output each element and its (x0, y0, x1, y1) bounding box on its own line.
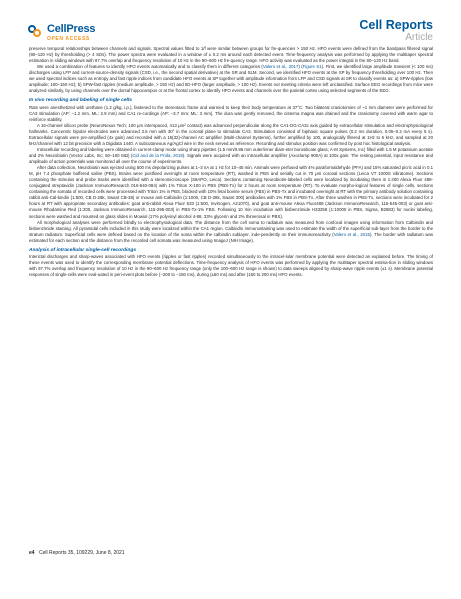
article-type: Article (405, 32, 433, 43)
paragraph-spectral: preserve temporal relationships between channels and signals. Spectral values fitted to 1/f were similar between groups for fre-quencies > 150 Hz. HFO events were defined from the bandpass filtered signal (80–120 Hz) by thresholding (> 4 SDs). The power spectra were evaluated in a window of ± 0.2 ms around each detected event. Time-frequency analysis was performed by applying the multitaper spectral estimation in sliding windows with 97.7% overlap and frequency resolution of 10 Hz in the 90–600 Hz fre-quency range. HFO activity was evaluated as the power integral in the 80–120 Hz band. (29, 46, 433, 64)
cellpress-logo-icon (28, 25, 45, 37)
section-heading-intracellular-analysis: Analysis of intracellular single-cell recordings (29, 247, 137, 253)
paragraph-intracellular-analysis: Interictal discharges and sharp-waves associated with HFO events (ripples or fast ripples) recorded simultaneously to the intracel-lular membrane potential were detected as explained before. The timing of these events was used to identify the corresponding membrane potential deflections. Time-frequency analysis of HFO events was performed by applying the multitaper spectral estima-tion in sliding windows with 97.7% overlap and frequency resolution of 10 Hz in the 90–600 Hz frequency range (only the 100–600 Hz range is shown) to data sweeps aligned by sharp-wave ripple events (±1 s). Membrane potential responses of single-cells were eval-uated in peri-event plots before (−200 to −150 ms), during (±50 ms) and after (150 to 200 ms) HFO events. (29, 254, 433, 278)
logo-name: CellPress (47, 23, 96, 35)
paragraph-histology: After data collection, Neurobiotin was ejected using 500 ms depolarizing pulses at 1–3 nA at 1 Hz for 10–45 min. Animals were perfused with 4% paraformaldehyde (PFA) and 15% saturated picric acid in 0.1 M, pH 7.4 phosphate buffered saline (PBS). Brains were postfixed overnight at room temperature (RT), washed in PBS and serially cut in 70 μm coronal sections (Leica VT 1000S vibratome). Sections containing the stimulus and probe tracks were identified with a stereomicroscope (S8APO, Leica). Sections containing Neurobiotin-labeled cells were localized by incubating them in 1:400 Alexa Fluor 488-conjugated streptavidin (Jackson ImmunoResearch 016-540-084) with 1% Triton X-100 in PBS (PBS-Tx) for 2 hours at room temperature (RT). To evaluate morpho-logical features of single cells, sections containing the somata of recorded cells were processed with Triton 1% in PBS, blocked with 10% fetal bovine serum (FBS) in PBS-Tx and incubated overnight at RT with the primary antibody solution containing rabbit anti-Cal-bindin (1:500, CB D-28k, Swant CB-38) or mouse anti-Calbindin (1:1000, CB D-28k, Swant 300) antibodies with 1% FBS in PBS-Tx. After three washes in PBS-Tx, sections were incubated for 2 hours at RT with appropriate secondary antibodies: goat anti-rabbit Alexa Fluor 633 (1:500, Invitrogen, A21070), and goat anti-mouse Alexa Fluor488 (Jackson ImmunoResearch, 115-545-003) or goat anti-mouse Rhodamine Red (1:200, Jackson ImmunoResearch, 115-295-003) in PBS-Tx-1% FBS. Following 10 min incubation with bisbenzimide H33258 (1:10000 in PBS, Sigma, B2883) for nuclei labeling, sections were washed and mounted on glass slides in Mowiol (17% polyvinyl alcohol 4-88, 33% glycerin and 2% thimerosal in PBS). (29, 165, 433, 219)
section-heading-in-vivo: In vivo recording and labeling of single cells (29, 98, 132, 104)
paragraph-probe: A 16-channel silicon probe (NeuroNexus Tech; 100 μm interspaced, 413 μm² contact) was advanced perpendicular along the CA1-DG-CA3c axis guided by extracellular stimulation and electrophysiological hallmarks. Concentric bipolar electrodes were advanced 3.5 mm with 30° in the coronal plane to stimulate CA3. Stimulation consisted of biphasic square pulses (0.2 ms duration, 0.05–0.2 mA every 5 s). Extracellular signals were pre-amplified (4x gain) and recorded with a 16(32)-channel AC amplifier (Multi-channel Systems), further amplified by 100, analogically filtered at 1Hz to 5 kHz, and sampled at 20 kHz/channel with 12 bit precision with a Digidata 1440. A subcutaneous Ag/AgCl wire in the neck served as reference. Recording and stimulus position was confirmed by post hoc histological analysis. (29, 122, 433, 146)
figure-link-s1[interactable]: Figure S1 (302, 64, 322, 70)
journal-citation: Cell Reports 35, 109229, June 8, 2021 (38, 550, 125, 556)
paragraph-morphology (29, 220, 433, 244)
paragraph-hfo-classification (29, 64, 433, 94)
text-segment: All morphological analyses were performed blindly to electrophysiological data. The distance from the cell soma to radiatum was measured from confocal images using information from Calbindin and bisbenzimide staining. All pyramidal cells included in this study were localized within the CA1 region. Calbindin immunostaining was used to estimate the width of the superficial sub-layer from the border to the stratum radiatum. Superficial cells were defined based on the location of the soma within the calbindin sublayer, inde-pendently on their immunoreactivity ( (29, 219, 433, 237)
citation-link-valero-2017[interactable]: Valero et al., 2017 (262, 64, 299, 70)
page-header (0, 0, 461, 44)
citation-link-valero-2015[interactable]: Valero et al., 2015 (333, 231, 370, 237)
text-segment: ). The border with radiatum was estimated for each section and the distance from the recorded cell somata was measured using ImageJ (NIH Image). (29, 231, 434, 243)
text-segment: Intracellular recording and labeling were obtained in current-clamp mode using sharp pipettes (1.5 mm/0.86 mm outer/inner diam-eter borosilicate glass; A-M Systems, Inc) filled with 1.5 M potassium acetate and 2% Neurobiotin (Vector Labs, Inc; 50–100 MΩ) ( (29, 147, 433, 159)
text-segment: We used a combination of features to identify HFO events automatically and to classify them in different categories ( (37, 64, 263, 70)
text-segment: ). First, we identified large amplitude transient (< 100 ms) discharges using LFP and current-source-density signals (CSD, i.e., the second spatial derivative) at the SR and SLM. Second, we identified HFO events at the SP by frequency thresholding over 100 Hz. Then we used spectral indices such as entropy and fast ripple indices from candidate HFO events at SP together with amplitude information from LFP and CSD signals at SR to classify events as: a) SPW-ripples (low amplitude; 100–150 Hz); b) SPW-fast ripples (medium amplitude, > 150 Hz) and IID-HFO (larger amplitude, > 100 Hz). Events not meeting criteria were left unclassified. Surface EEG recordings from mice were analyzed similarly, by using channels over the dorsal hippocampus or at the frontal cortex to identify HFO events and channels over the parietal cortex using selected segments of the EEG. (29, 64, 433, 94)
citation-link-cid-2019[interactable]: Cid and de la Prida, 2019 (132, 153, 183, 159)
text-segment: ) ( (298, 64, 303, 70)
page-footer (29, 550, 125, 556)
paragraph-intracellular (29, 147, 433, 165)
journal-title-block (359, 19, 433, 44)
paragraph-anesthesia: Rats were anesthetized with urethane (1.2 g/kg, i.p.), fastened to the stereotaxic frame and warmed to keep their body temperature at 37°C. Two bilateral craniotomies of ~1 mm diameter were performed for CA3 stimulation (AP: −1.2 mm, ML: 2.9 mm) and CA1 re-cordings (AP: −3.7 mm; ML: 3 mm). The dura was gently removed, the cisterna magna was drained and the craniotomy covered with warm agar to reinforce stability. (29, 104, 433, 122)
article-body (29, 46, 433, 546)
text-segment: ). Signals were acquired with an intracellular amplifier (Axoclamp 900A) at 100x gain. The resting potential, input resistance and amplitude of action potentials was monitored all over the course of experiments. (29, 153, 433, 165)
cellpress-logo[interactable] (28, 24, 95, 42)
page-number: e4 (29, 550, 35, 556)
journal-name: Cell Reports (359, 18, 433, 32)
logo-open-access: OPEN ACCESS (47, 36, 90, 42)
